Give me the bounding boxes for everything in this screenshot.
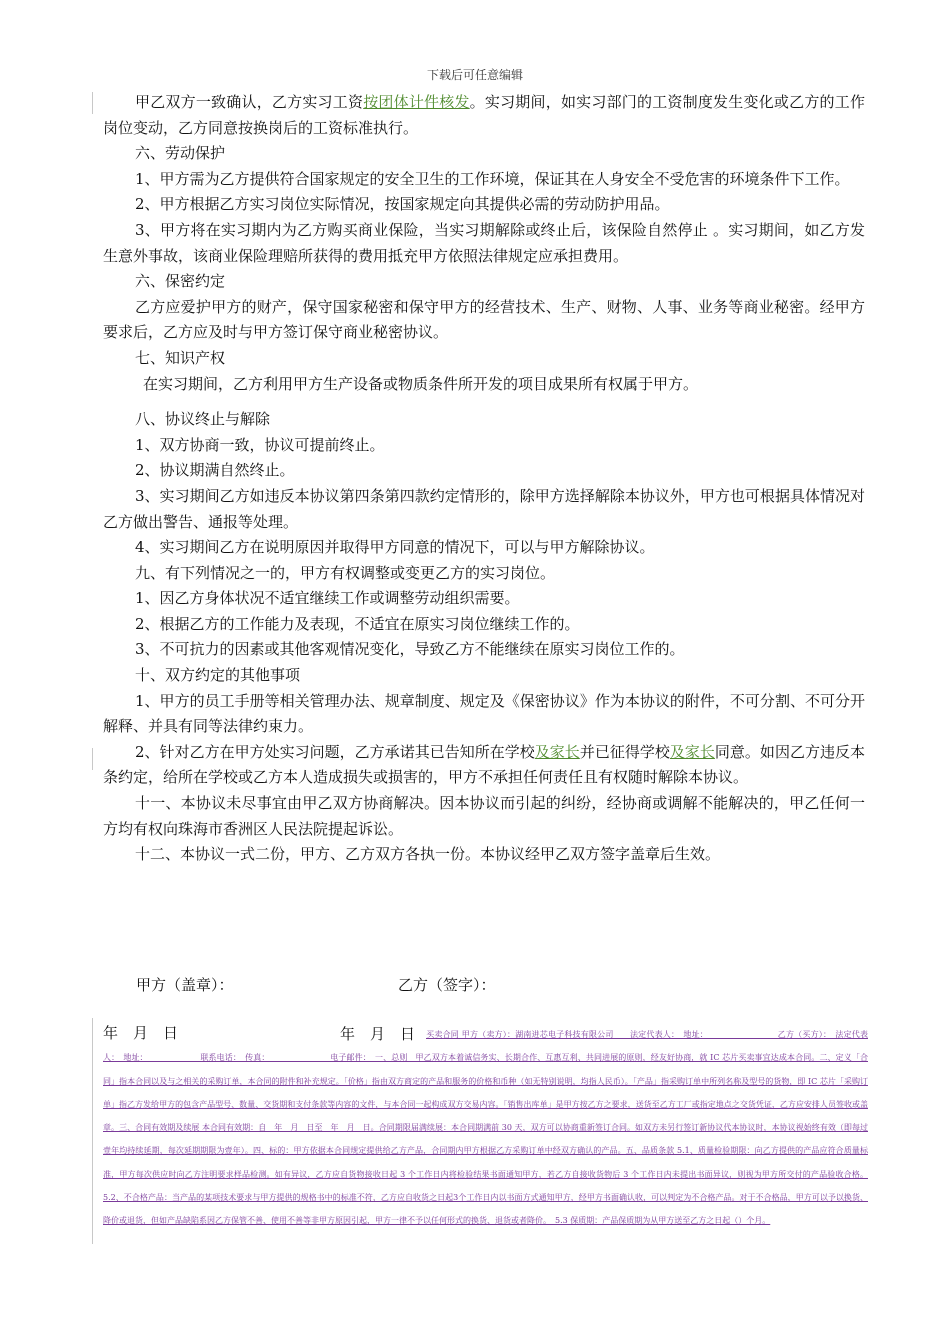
margin-bar-top (92, 92, 93, 114)
salary-method-link[interactable]: 按团体计件核发 (363, 93, 470, 111)
parents-link-1[interactable]: 及家长 (534, 742, 580, 761)
heading-termination: 八、协议终止与解除 (135, 410, 271, 429)
paragraph-other-1: 1、甲方的员工手册等相关管理办法、规章制度、规定及《保密协议》作为本协议的附件，不可分割、不可分开解释、并具有同等法律约束力。 (103, 691, 865, 736)
party-a-signature-label: 甲方（盖章）： (136, 976, 234, 994)
paragraph-salary (103, 90, 865, 141)
heading-other-matters: 十、双方约定的其他事项 (135, 666, 301, 685)
party-a-date: 年 月 日 (103, 1024, 179, 1042)
parents-link-2[interactable]: 及家长 (669, 742, 715, 761)
paragraph-other-2 (103, 740, 865, 791)
heading-ip: 七、知识产权 (135, 348, 226, 367)
page-header: 下载后可任意编辑 (426, 68, 523, 82)
margin-bar-bottom (92, 1018, 93, 1244)
margin-bar-middle (92, 748, 93, 770)
paragraph-termination-1: 1、双方协商一致，协议可提前终止。 (135, 435, 385, 454)
paragraph-position-2: 2、根据乙方的工作能力及表现，不适宜在原实习岗位继续工作的。 (135, 614, 580, 633)
salary-text-start: 甲乙双方一致确认，乙方实习工资 (135, 93, 364, 111)
paragraph-position-3: 3、不可抗力的因素或其他客观情况变化，导致乙方不能继续在原实习岗位工作的。 (135, 640, 685, 659)
paragraph-termination-3: 3、实习期间乙方如违反本协议第四条第四款约定情形的，除甲方选择解除本协议外，甲方也可根据具体情况对乙方做出警告、通报等处理。 (103, 486, 865, 531)
sales-contract-text: 买卖合同 甲方（卖方）：湖南进芯电子科技有限公司 法定代表人： 地址： 乙方（买方）： 法定代表人： 地址： 联系电话： 传真： 电子邮件： 一、总则 甲乙双方本着诚信务实、长期合作、互惠互利、共同进展的原则，经友好协商，就 IC 芯片买卖事宜达成本合同。二、定义「合同」指本合同以及与之相关的采购订单，本合同的附件和补充规定。「价格」指由双方商定的产品和服务的价格和币种（如无特别说明，均指人民币）。「产品」指采购订单中所列名称及型号的货物，即 IC 芯片「采购订单」指乙方发给甲方的包含产品型号、数量、交货期和支付条款等内容的文件，与本合同一起构成双方交易内容。「销售出库单」是甲方按乙方之要求，送货至乙方工厂或指定地点之交货凭证，乙方应安排人员签收或盖章。三、合同有效期及续展 本合同有效期：自 年 月 日至 年 月 日。合同期限届满续展：本合同期满前 30 天，双方可以协商重新签订合同。如双方未另行签订新协议代本协议时，本协议视始终有效（即每过壹年均持续延期，每次延期期限为壹年）。四、标的：甲方依据本合同规定提供给乙方产品，合同期内甲方根据乙方采购订单中经双方确认的产品。五、品质条款 5.1、质量检验期限：向乙方提供的产品应符合质量标准，甲方每次供应时向乙方注明要求样品检测。如有异议，乙方应自货物接收日起 3 个工作日内将检验结果书面通知甲方，若乙方自接收货物后 3 个工作日内未提出书面异议，则视为甲方所交付的产品验收合格。5.2、不合格产品：当产品的某项技术要求与甲方提供的规格书中的标准不符，乙方应自收货之日起3个工作日内以书面方式通知甲方，经甲方书面确认收，可以判定为不合格产品。对于不合格品，甲方可以予以换货、降价或退货，但如产品缺陷系因乙方保管不善、使用不善等非甲方原因引起，甲方一律不予以任何形式的换货、退货或者降价。 5.3 保质期：产品保质期为从甲方送至乙方之日起（）个月。 (103, 1030, 868, 1226)
party-b-signature-label: 乙方（签字）： (398, 976, 496, 994)
paragraph-disputes: 十一、本协议未尽事宜由甲乙双方协商解决。因本协议而引起的纠纷，经协商或调解不能解决的，甲乙任何一方均有权向珠海市香洲区人民法院提起诉讼。 (103, 794, 865, 838)
heading-position-change: 九、有下列情况之一的，甲方有权调整或变更乙方的实习岗位。 (135, 563, 556, 582)
paragraph-confidentiality: 乙方应爱护甲方的财产，保守国家秘密和保守甲方的经营技术、生产、财物、人事、业务等商业秘密。经甲方要求后，乙方应及时与甲方签订保守商业秘密协议。 (103, 297, 865, 342)
other-2-text-end: 同意。如因乙方违反本条约定，给所在学校或乙方本人造成损失或损害的，甲方不承担任何责任且有权随时解除本协议。 (103, 742, 865, 787)
agreement-body (103, 90, 865, 868)
paragraph-labor-1: 1、甲方需为乙方提供符合国家规定的安全卫生的工作环境，保证其在人身安全不受危害的环境条件下工作。 (135, 169, 850, 188)
other-2-text-mid: 并已征得学校 (579, 742, 670, 761)
paragraph-labor-2: 2、甲方根据乙方实习岗位实际情况，按国家规定向其提供必需的劳动防护用品。 (135, 195, 670, 214)
other-2-text-start: 2、针对乙方在甲方处实习问题，乙方承诺其已告知所在学校 (135, 742, 535, 761)
paragraph-labor-3: 3、甲方将在实习期内为乙方购买商业保险，当实习期解除或终止后，该保险自然停止 。实习期间，如乙方发生意外事故，该商业保险理赔所获得的费用抵充甲方依照法律规定应承担费用。 (103, 220, 865, 265)
appended-contract-text (103, 1023, 868, 1233)
paragraph-copies: 十二、本协议一式二份，甲方、乙方双方各执一份。本协议经甲乙双方签字盖章后生效。 (135, 845, 721, 864)
paragraph-termination-2: 2、协议期满自然终止。 (135, 461, 295, 480)
paragraph-position-1: 1、因乙方身体状况不适宜继续工作或调整劳动组织需要。 (135, 589, 520, 608)
paragraph-ip: 在实习期间，乙方利用甲方生产设备或物质条件所开发的项目成果所有权属于甲方。 (143, 374, 699, 393)
salary-text-end: 。实习期间，如实习部门的工资制度发生变化或乙方的工作岗位变动，乙方同意按换岗后的工资标准执行。 (103, 93, 865, 137)
paragraph-termination-4: 4、实习期间乙方在说明原因并取得甲方同意的情况下，可以与甲方解除协议。 (135, 538, 655, 557)
party-b-date: 年 月 日 (340, 1025, 416, 1043)
heading-labor-protection: 六、劳动保护 (135, 144, 226, 163)
heading-confidentiality: 六、保密约定 (135, 272, 226, 291)
